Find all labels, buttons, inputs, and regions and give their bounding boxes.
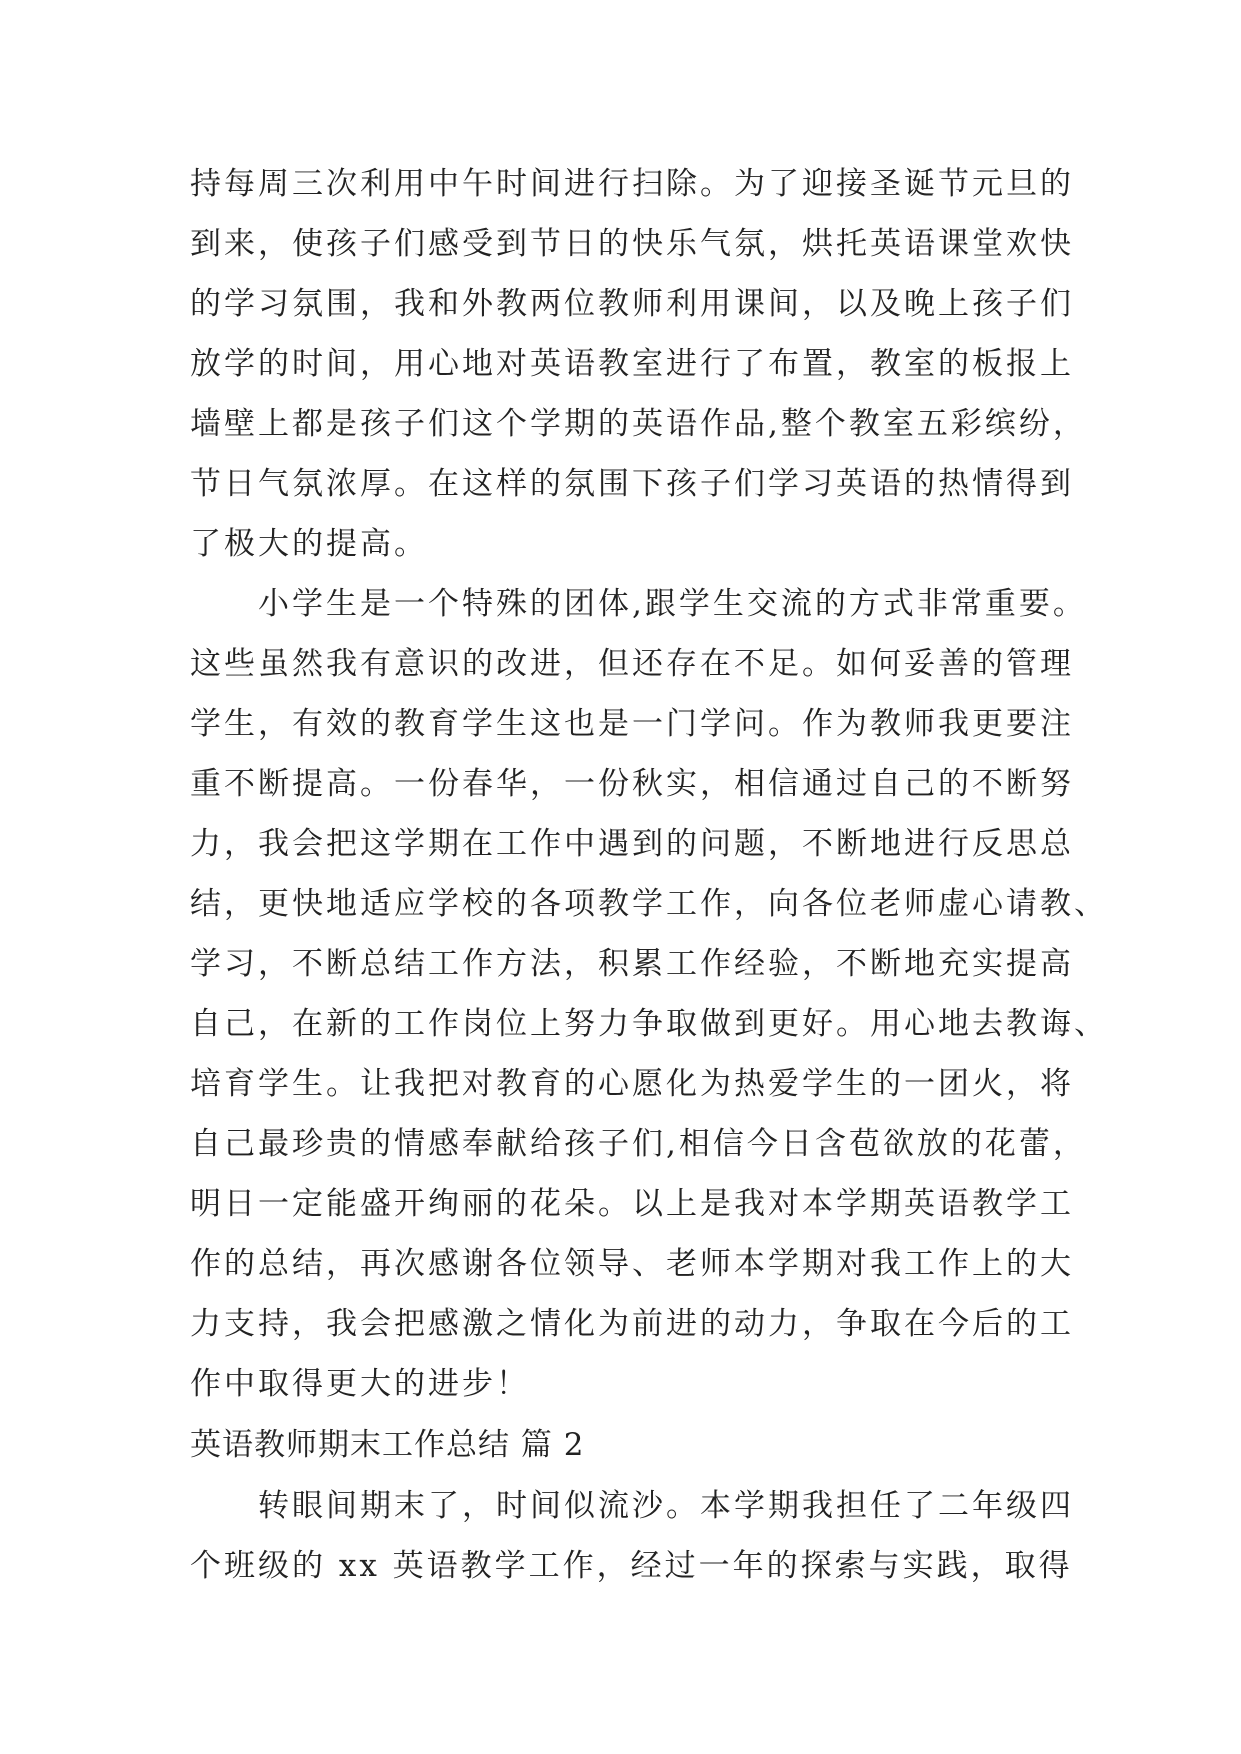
text-line: 放学的时间，用心地对英语教室进行了布置，教室的板报上: [190, 346, 1074, 382]
text-line: 学习，不断总结工作方法，积累工作经验，不断地充实提高: [190, 946, 1074, 982]
text-line: 作的总结，再次感谢各位领导、老师本学期对我工作上的大: [190, 1246, 1074, 1282]
text-line: 重不断提高。一份春华，一份秋实，相信通过自己的不断努: [190, 766, 1074, 802]
text-line: 持每周三次利用中午时间进行扫除。为了迎接圣诞节元旦的: [190, 166, 1074, 202]
text-line: 个班级的 xx 英语教学工作，经过一年的探索与实践，取得: [190, 1548, 1073, 1584]
text-line: 自己最珍贵的情感奉献给孩子们,相信今日含苞欲放的花蕾，: [190, 1126, 1087, 1162]
text-line: 小学生是一个特殊的团体,跟学生交流的方式非常重要。: [190, 586, 1087, 622]
text-line: 自己，在新的工作岗位上努力争取做到更好。用心地去教诲、: [190, 1006, 1108, 1042]
text-line: 力，我会把这学期在工作中遇到的问题，不断地进行反思总: [190, 826, 1074, 862]
text-line: 培育学生。让我把对教育的心愿化为热爱学生的一团火，将: [190, 1066, 1074, 1102]
text-line: 了极大的提高。: [190, 526, 428, 562]
text-line: 作中取得更大的进步！: [190, 1366, 530, 1402]
text-line: 墙壁上都是孩子们这个学期的英语作品,整个教室五彩缤纷，: [190, 406, 1087, 442]
text-line: 这些虽然我有意识的改进，但还存在不足。如何妥善的管理: [190, 646, 1074, 682]
text-line: 转眼间期末了，时间似流沙。本学期我担任了二年级四: [190, 1488, 1074, 1524]
section-heading: 英语教师期末工作总结 篇 2: [190, 1427, 585, 1463]
text-line: 明日一定能盛开绚丽的花朵。以上是我对本学期英语教学工: [190, 1186, 1074, 1222]
text-line: 节日气氛浓厚。在这样的氛围下孩子们学习英语的热情得到: [190, 466, 1074, 502]
text-line: 到来，使孩子们感受到节日的快乐气氛，烘托英语课堂欢快: [190, 226, 1074, 262]
text-line: 的学习氛围，我和外教两位教师利用课间，以及晚上孩子们: [190, 286, 1074, 322]
text-line: 力支持，我会把感激之情化为前进的动力，争取在今后的工: [190, 1306, 1074, 1342]
text-line: 学生，有效的教育学生这也是一门学问。作为教师我更要注: [190, 706, 1074, 742]
document-body: [190, 154, 1108, 1596]
text-line: 结，更快地适应学校的各项教学工作，向各位老师虚心请教、: [190, 886, 1108, 922]
